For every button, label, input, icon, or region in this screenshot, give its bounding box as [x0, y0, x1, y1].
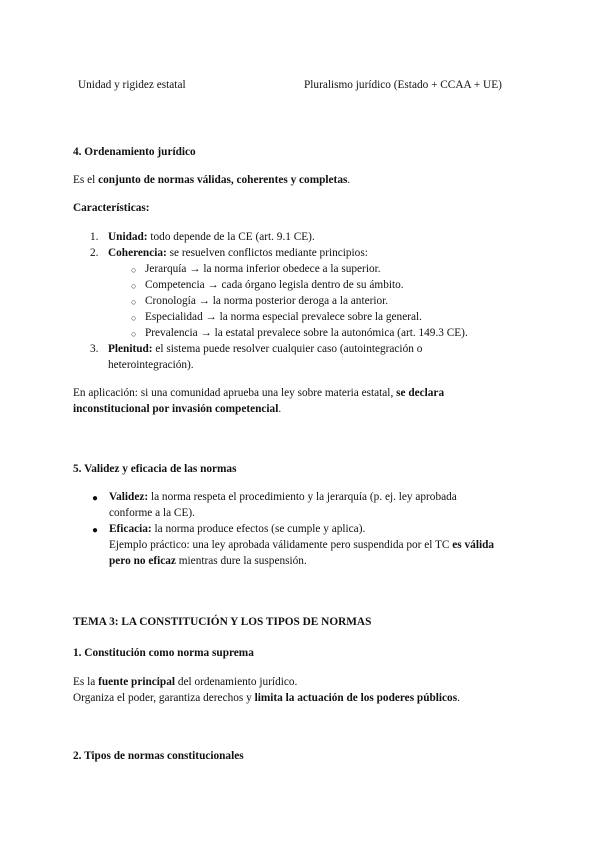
constitution-paragraph-2: Organiza el poder, garantiza derechos y limita la actuación de los poderes públicos. [73, 692, 460, 704]
list-item: Validez: la norma respeta el procedimiento y la jerarquía (p. ej. ley aprobada [109, 491, 457, 503]
constitution-paragraph-1: Es la fuente principal del ordenamiento jurídico. [73, 676, 298, 688]
section-4-heading: 4. Ordenamiento jurídico [73, 146, 196, 158]
list-item: Jerarquía → la norma inferior obedece a la superior. [145, 263, 381, 275]
list-item: Competencia → cada órgano legisla dentro de su ámbito. [145, 279, 404, 291]
header-right: Pluralismo jurídico (Estado + CCAA + UE) [304, 79, 502, 91]
application-paragraph: En aplicación: si una comunidad aprueba una ley sobre materia estatal, se declara [73, 387, 445, 399]
example-text: Ejemplo práctico: una ley aprobada válidamente pero suspendida por el TC es válida [109, 539, 495, 551]
bullet-dot-icon: ● [92, 525, 99, 536]
section-5-heading: 5. Validez y eficacia de las normas [73, 463, 237, 475]
section-4-intro: Es el conjunto de normas válidas, coherentes y completas. [73, 174, 351, 186]
subsection-1-heading: 1. Constitución como norma suprema [73, 647, 254, 659]
subsection-2-heading: 2. Tipos de normas constitucionales [73, 750, 244, 762]
tema-3-title: TEMA 3: LA CONSTITUCIÓN Y LOS TIPOS DE NORMAS [73, 616, 372, 628]
bullet-circle-icon: ○ [131, 297, 137, 307]
bullet-circle-icon: ○ [131, 281, 137, 291]
bullet-dot-icon: ● [92, 493, 99, 504]
list-item: Especialidad → la norma especial prevalece sobre la general. [145, 311, 422, 323]
bullet-circle-icon: ○ [131, 329, 137, 339]
example-text-cont: pero no eficaz mientras dure la suspensión. [109, 555, 307, 567]
bullet-circle-icon: ○ [131, 265, 137, 275]
bullet-circle-icon: ○ [131, 313, 137, 323]
list-item: Prevalencia → la estatal prevalece sobre la autonómica (art. 149.3 CE). [145, 327, 468, 339]
list-item: Cronología → la norma posterior deroga a la anterior. [145, 295, 389, 307]
characteristics-label: Características: [73, 202, 150, 214]
header-left: Unidad y rigidez estatal [78, 79, 186, 91]
list-item: Eficacia: la norma produce efectos (se cumple y aplica). [109, 523, 366, 535]
application-paragraph-cont: inconstitucional por invasión competencial. [73, 403, 282, 415]
